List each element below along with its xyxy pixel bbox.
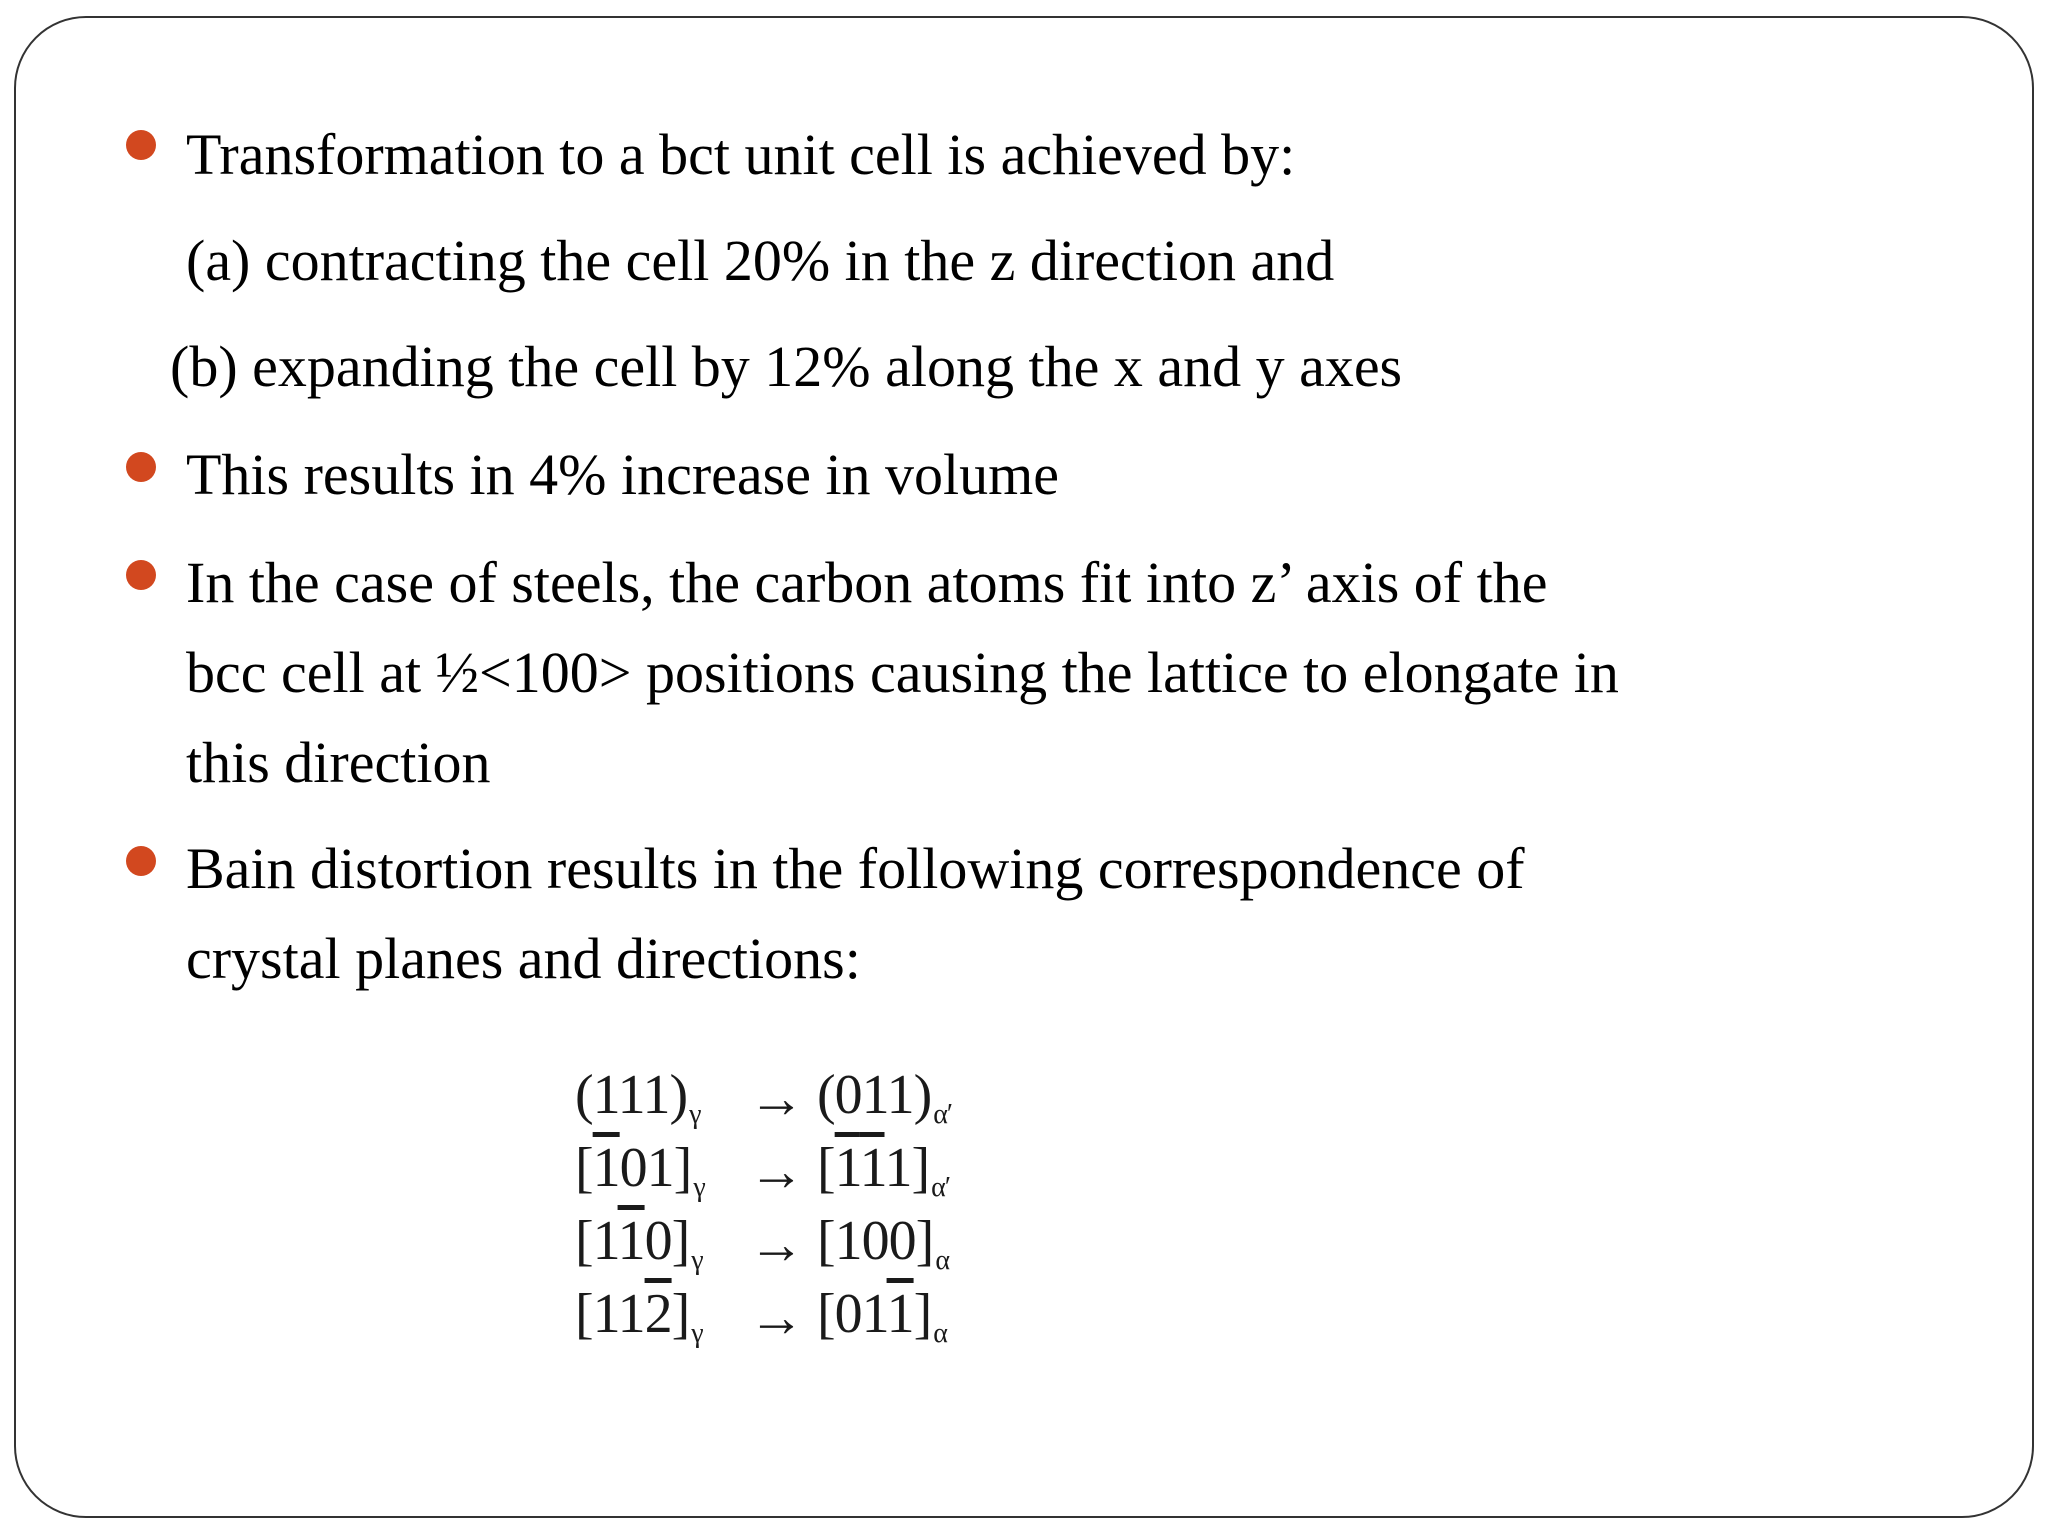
bullet-3-line-2: bcc cell at ½<100> positions causing the lattice to elongate in [186,640,1619,705]
correspondence-row [575,1058,952,1131]
arrow-icon: → [748,1141,804,1203]
martensite-index: $[100]_\alpha$ [817,1210,949,1276]
bullet-3-line-1: In the case of steels, the carbon atoms fit into z’ axis of the [186,550,1548,615]
bullet-1-line-1: Transformation to a bct unit cell is achieved by: [186,122,1296,187]
bullet-dot-3 [126,560,156,590]
bullet-dot-1 [126,130,156,160]
sub-item-a: (a) contracting the cell 20% in the z direction and [186,228,1335,293]
martensite-index: $(011)_{\alpha'}$ [817,1064,953,1130]
arrow-icon: → [748,1068,804,1130]
bullet-4-line-1: Bain distortion results in the following correspondence of [186,836,1525,901]
bullet-dot-4 [126,846,156,876]
arrow-icon: → [748,1287,804,1349]
correspondence-row [575,1204,952,1277]
bullet-2-line-1: This results in 4% increase in volume [186,442,1060,507]
austenite-index: $(111)_\gamma$ [575,1064,701,1130]
bullet-dot-2 [126,452,156,482]
crystal-correspondence-block [575,1058,952,1350]
arrow-icon: → [748,1214,804,1276]
bullet-4-line-2: crystal planes and directions: [186,926,861,991]
austenite-index: $[101]_\gamma$ [575,1137,705,1203]
austenite-index: $[110]_\gamma$ [575,1210,703,1276]
correspondence-row [575,1131,952,1204]
bullet-3-line-3: this direction [186,730,491,795]
correspondence-row [575,1277,952,1350]
sub-item-b: (b) expanding the cell by 12% along the x and y axes [170,334,1403,399]
martensite-index: $[111]_{\alpha'}$ [817,1137,950,1203]
austenite-index: $[112]_\gamma$ [575,1283,703,1349]
martensite-index: $[011]_\alpha$ [817,1283,947,1349]
